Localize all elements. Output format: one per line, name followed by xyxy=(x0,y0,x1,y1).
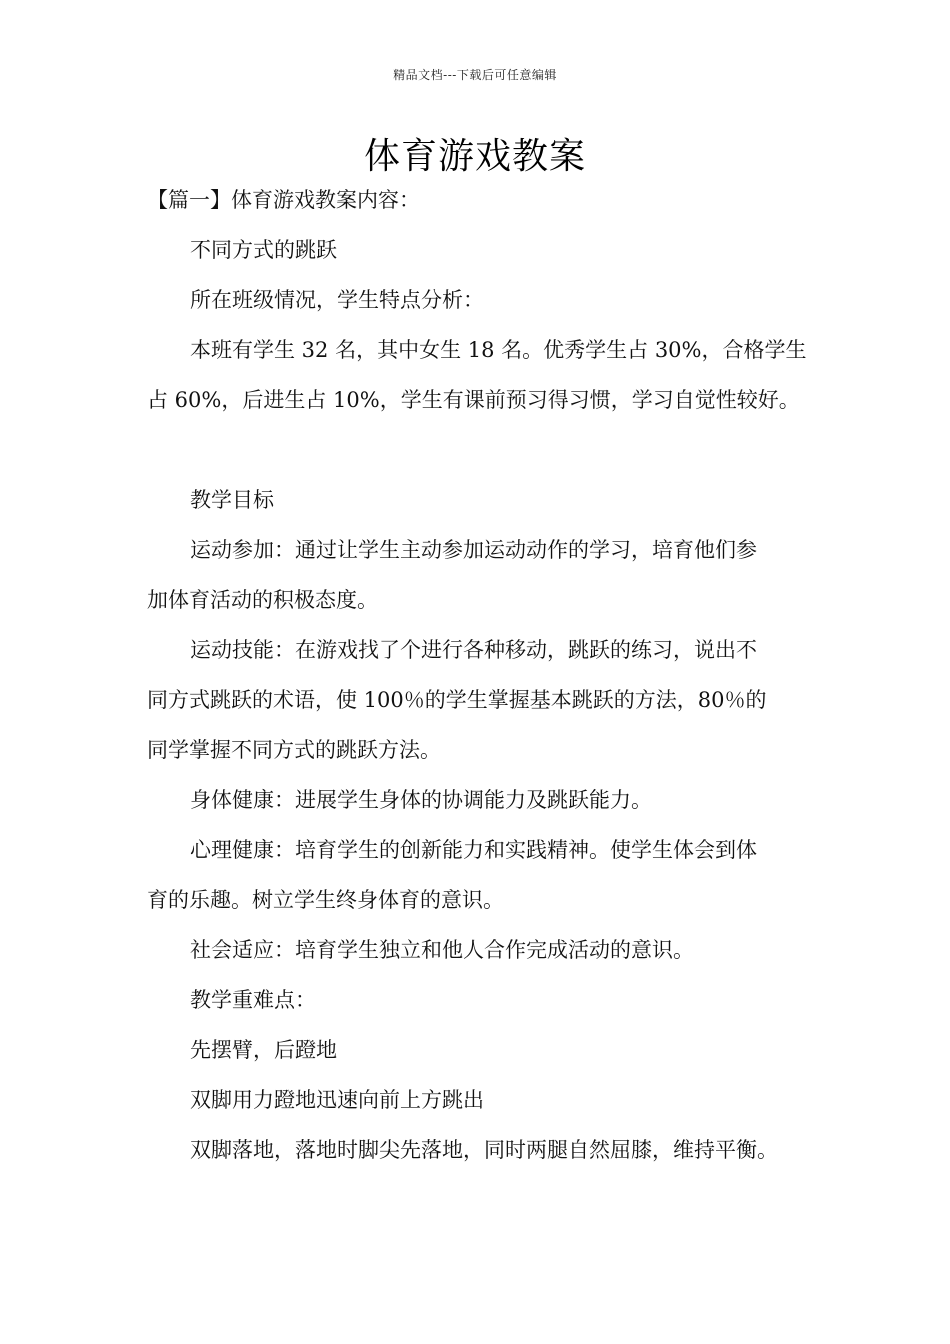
key-point-2: 双脚用力蹬地迅速向前上方跳出 xyxy=(190,1088,484,1112)
objective-participation-2: 加体育活动的积极态度。 xyxy=(147,588,378,612)
section-heading: 【篇一】体育游戏教案内容： xyxy=(147,188,420,212)
objective-skills-2: 同方式跳跃的术语，使 100％的学生掌握基本跳跃的方法，80％的 xyxy=(147,688,767,712)
objective-social-adaptation: 社会适应：培育学生独立和他人合作完成活动的意识。 xyxy=(190,938,694,962)
objective-physical-health: 身体健康：进展学生身体的协调能力及跳跃能力。 xyxy=(190,788,652,812)
class-analysis-text-1: 本班有学生 32 名，其中女生 18 名。优秀学生占 30%，合格学生 xyxy=(190,338,807,362)
lesson-topic: 不同方式的跳跃 xyxy=(190,238,337,262)
class-analysis-text-2: 占 60%，后进生占 10%，学生有课前预习得习惯，学习自觉性较好。 xyxy=(147,388,800,412)
key-point-3: 双脚落地，落地时脚尖先落地，同时两腿自然屈膝，维持平衡。 xyxy=(190,1138,778,1162)
objective-skills-1: 运动技能：在游戏找了个进行各种移动，跳跃的练习，说出不 xyxy=(190,638,757,662)
objective-mental-health-1: 心理健康：培育学生的创新能力和实践精神。使学生体会到体 xyxy=(190,838,757,862)
objective-participation-1: 运动参加：通过让学生主动参加运动动作的学习，培育他们参 xyxy=(190,538,757,562)
key-point-1: 先摆臂，后蹬地 xyxy=(190,1038,337,1062)
header-note: 精品文档---下载后可任意编辑 xyxy=(393,68,557,82)
page-title: 体育游戏教案 xyxy=(363,136,586,177)
key-points-heading: 教学重难点： xyxy=(190,988,316,1012)
objective-mental-health-2: 育的乐趣。树立学生终身体育的意识。 xyxy=(147,888,504,912)
objective-skills-3: 同学掌握不同方式的跳跃方法。 xyxy=(147,738,441,762)
objectives-heading: 教学目标 xyxy=(190,488,274,512)
class-analysis-heading: 所在班级情况，学生特点分析： xyxy=(190,288,484,312)
